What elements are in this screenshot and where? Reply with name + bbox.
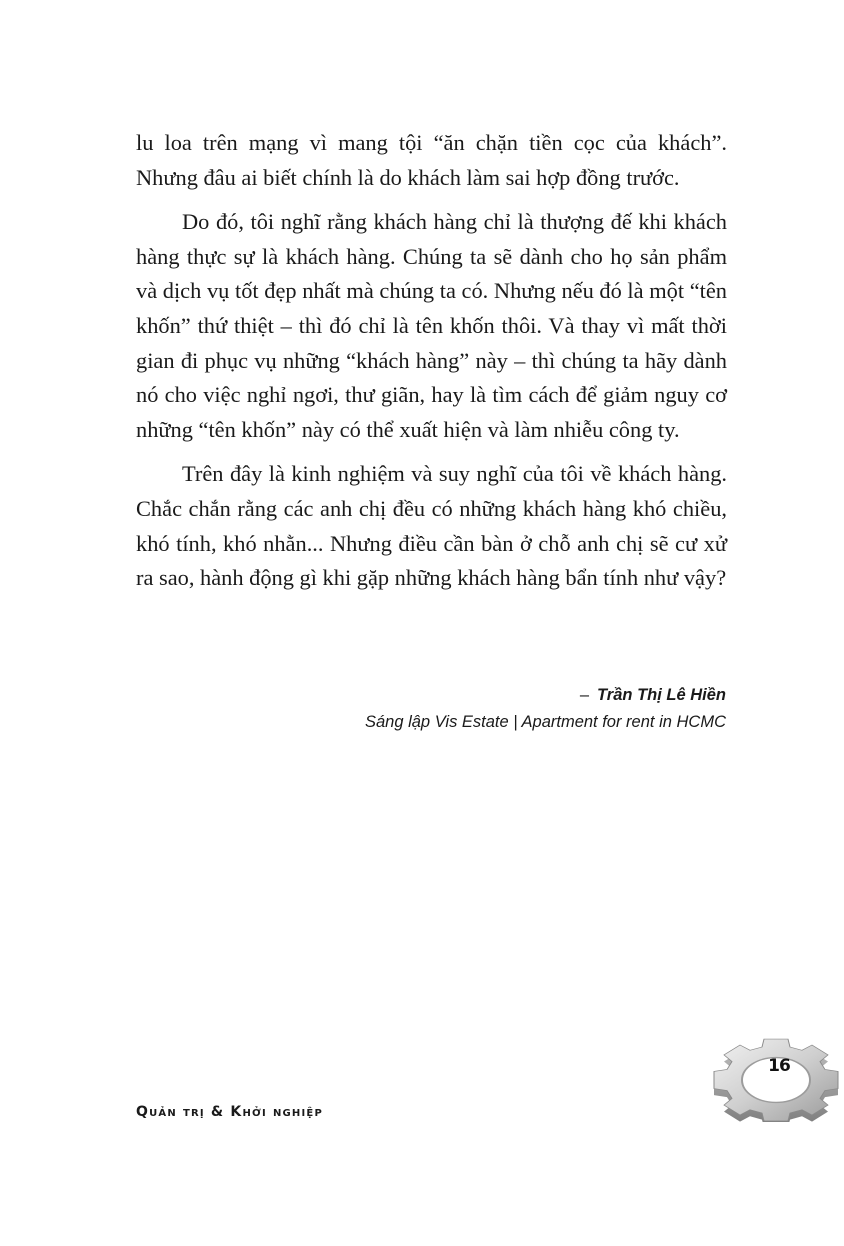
paragraph-1: lu loa trên mạng vì mang tội “ăn chặn tiền cọc của khách”. Nhưng đâu ai biết chính là do khách làm sai hợp đồng trước.: [136, 130, 727, 190]
gear-icon: [712, 1030, 840, 1122]
footer-book-title: Quản trị & Khởi nghiệp: [136, 1104, 323, 1120]
body-text: [136, 126, 727, 606]
paragraph-3: Trên đây là kinh nghiệm và suy nghĩ của tôi về khách hàng. Chắc chắn rằng các anh chị đều có những khách hàng khó chiều, khó tính, khó nhằn... Nhưng điều cần bàn ở chỗ anh chị sẽ cư xử ra sao, hành động gì khi gặp những khách hàng bẩn tính như vậy?: [136, 461, 727, 591]
signature-author: Trần Thị Lê Hiền: [597, 686, 726, 704]
paragraph-2: Do đó, tôi nghĩ rằng khách hàng chỉ là thượng đế khi khách hàng thực sự là khách hàng. Chúng ta sẽ dành cho họ sản phẩm và dịch vụ tốt đẹp nhất mà chúng ta có. Nhưng nếu đó là một “tên khốn” thứ thiệt – thì đó chỉ là tên khốn thôi. Và thay vì mất thời gian đi phục vụ những “khách hàng” này – thì chúng ta hãy dành nó cho việc nghỉ ngơi, thư giãn, hay là tìm cách để giảm nguy cơ những “tên khốn” này có thể xuất hiện và làm nhiễu công ty.: [136, 209, 727, 442]
signature-affiliation: Sáng lập Vis Estate | Apartment for rent in HCMC: [364, 713, 726, 731]
page-number: 16: [768, 1056, 790, 1076]
signature-author-line: [365, 682, 726, 709]
signature: [365, 682, 726, 736]
signature-dash: –: [579, 686, 590, 704]
